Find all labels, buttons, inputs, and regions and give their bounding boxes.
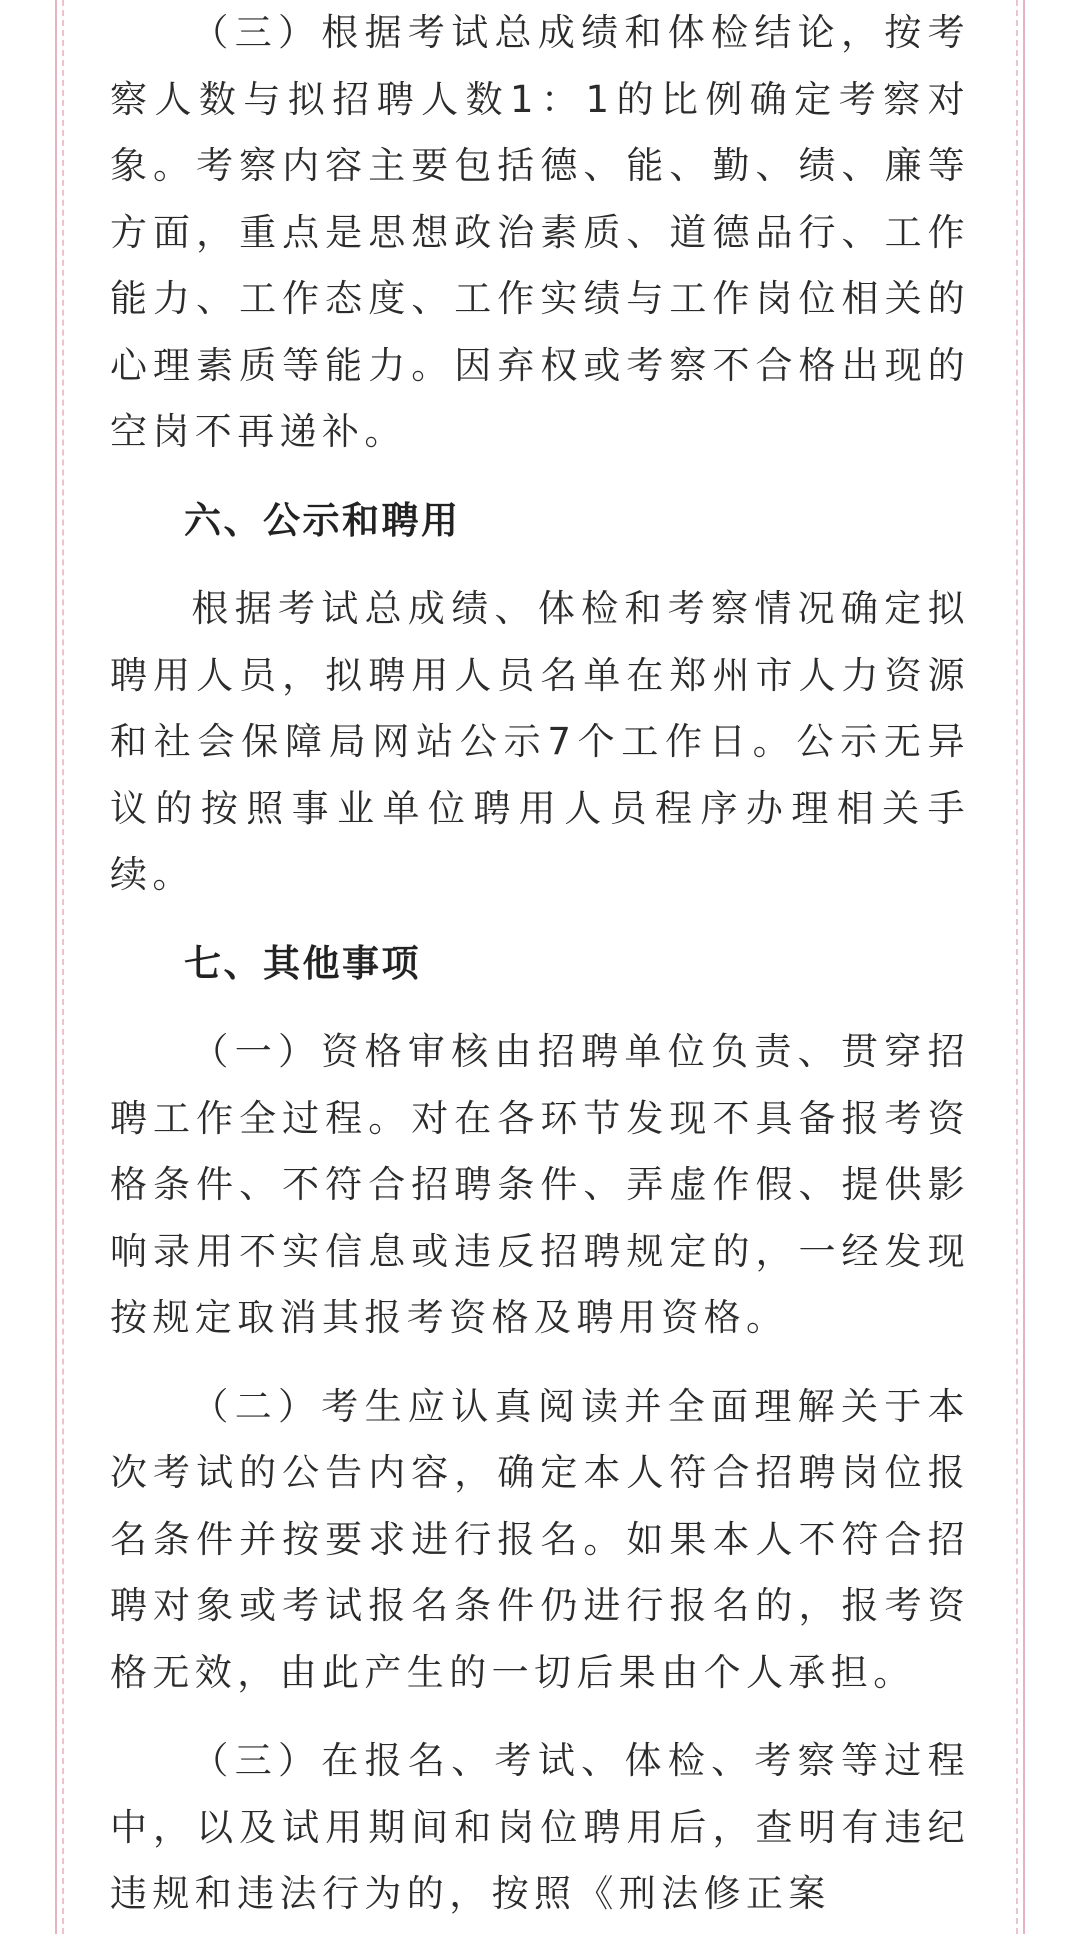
paragraph-s6-body: 根据考试总成绩、体检和考察情况确定拟聘用人员，拟聘用人员名单在郑州市人力资源和社会保障局网站公示7个工作日。公示无异议的按照事业单位聘用人员程序办理相关手续。: [110, 587, 970, 896]
section-heading-other-matters: 七、其他事项: [184, 941, 421, 985]
paragraph-s5-item3: （三）根据考试总成绩和体检结论，按考察人数与拟招聘人数1：1的比例确定考察对象。考察内容主要包括德、能、勤、绩、廉等方面，重点是思想政治素质、道德品行、工作能力、工作态度、工作实绩与工作岗位相关的心理素质等能力。因弃权或考察不合格出现的空岗不再递补。: [110, 11, 970, 453]
paragraph-s7-item1: （一）资格审核由招聘单位负责、贯穿招聘工作全过程。对在各环节发现不具备报考资格条件、不符合招聘条件、弄虚作假、提供影响录用不实信息或违反招聘规定的，一经发现按规定取消其报考资格及聘用资格。: [110, 1030, 970, 1339]
right-border-outer: [1023, 0, 1025, 1934]
paragraph-s7-item3: （三）在报名、考试、体检、考察等过程中，以及试用期间和岗位聘用后，查明有违纪违规和违法行为的，按照《刑法修正案: [110, 1739, 970, 1915]
section-heading-publicity: 六、公示和聘用: [184, 498, 461, 542]
right-border-inner: [1016, 0, 1018, 1934]
left-border-inner: [62, 0, 64, 1934]
paragraph-s7-item2: （二）考生应认真阅读并全面理解关于本次考试的公告内容，确定本人符合招聘岗位报名条件并按要求进行报名。如果本人不符合招聘对象或考试报名条件仍进行报名的，报考资格无效，由此产生的一切后果由个人承担。: [110, 1384, 970, 1694]
left-border-outer: [55, 0, 57, 1934]
article-body: [110, 0, 970, 1928]
